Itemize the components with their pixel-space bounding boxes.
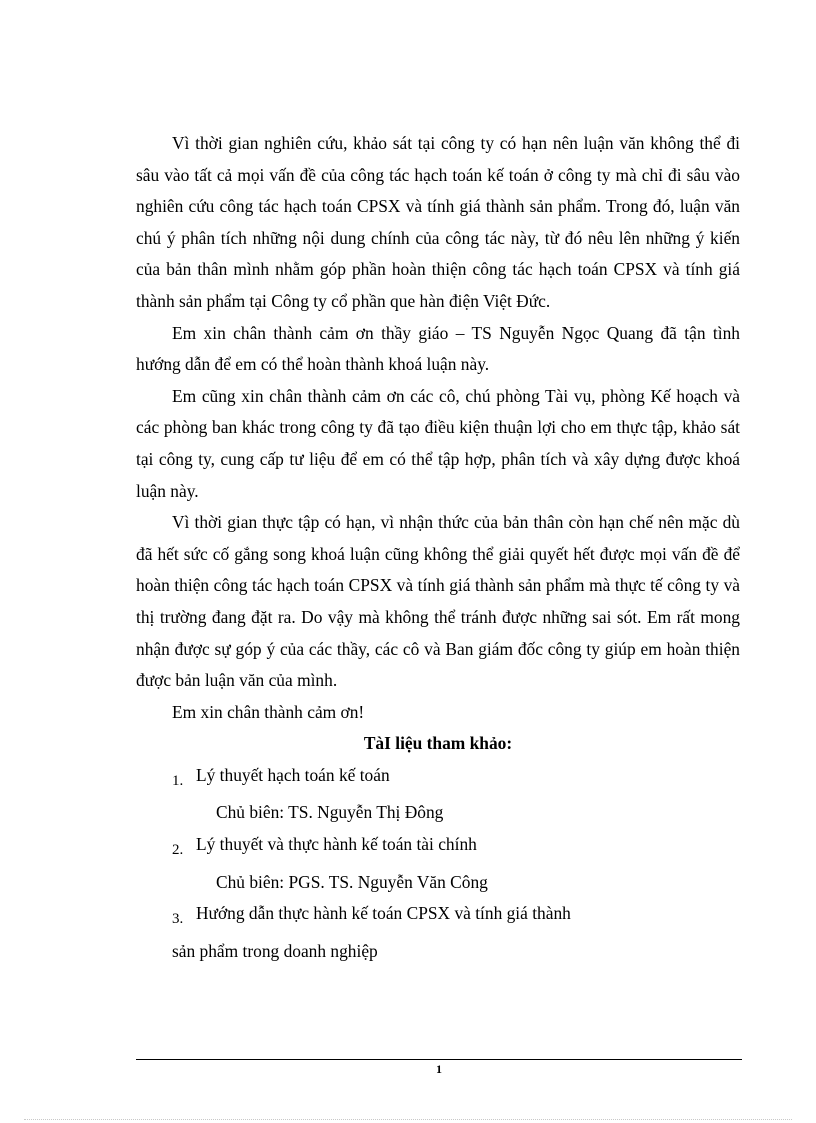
reference-item [136, 760, 740, 829]
page-number: 1 [436, 1062, 442, 1076]
reference-title-continuation: sản phẩm trong doanh nghiệp [172, 940, 378, 961]
paragraph-limitations: Vì thời gian thực tập có hạn, vì nhận thức của bản thân còn hạn chế nên mặc dù đã hết sức cố gắng song khoá luận cũng không thể giải quyết hết được mọi vấn đề để hoàn thiện công tác hạch toán CPSX và tính giá thành sản phẩm mà thực tế công ty và thị trường đang đặt ra. Do vậy mà không thể tránh được những sai sót. Em rất mong nhận được sự góp ý của các thầy, các cô và Ban giám đốc công ty giúp em hoàn thiện được bản luận văn của mình. [136, 512, 740, 691]
paragraph-closing: Em xin chân thành cảm ơn! [172, 701, 365, 722]
reference-item [136, 829, 740, 898]
reference-item [136, 898, 740, 967]
reference-number: 3. [172, 911, 184, 928]
page-edge-guide [24, 1119, 792, 1120]
reference-title: Lý thuyết hạch toán kế toán [196, 764, 390, 785]
reference-editor: Chủ biên: TS. Nguyễn Thị Đông [216, 802, 444, 823]
reference-editor: Chủ biên: PGS. TS. Nguyễn Văn Công [216, 871, 488, 892]
body-text [136, 128, 740, 967]
footer-divider [136, 1059, 742, 1060]
paragraph-thanks-supervisor: Em xin chân thành cảm ơn thầy giáo – TS Nguyễn Ngọc Quang đã tận tình hướng dẫn để em có thể hoàn thành khoá luận này. [136, 322, 740, 375]
references-heading: TàI liệu tham khảo: [363, 733, 513, 754]
reference-title: Lý thuyết và thực hành kế toán tài chính [196, 834, 477, 855]
paragraph-thanks-company: Em cũng xin chân thành cảm ơn các cô, chú phòng Tài vụ, phòng Kế hoạch và các phòng ban khác trong công ty đã tạo điều kiện thuận lợi cho em thực tập, khảo sát tại công ty, cung cấp tư liệu để em có thể tập hợp, phân tích và xây dựng được khoá luận này. [136, 385, 740, 501]
reference-title: Hướng dẫn thực hành kế toán CPSX và tính giá thành [196, 903, 571, 924]
reference-number: 1. [172, 772, 184, 789]
reference-number: 2. [172, 842, 184, 859]
paragraph-scope: Vì thời gian nghiên cứu, khảo sát tại công ty có hạn nên luận văn không thể đi sâu vào tất cả mọi vấn đề của công tác hạch toán kế toán ở công ty mà chỉ đi sâu vào nghiên cứu công tác hạch toán CPSX và tính giá thành sản phẩm. Trong đó, luận văn chú ý phân tích những nội dung chính của công tác này, từ đó nêu lên những ý kiến của bản thân mình nhằm góp phần hoàn thiện công tác hạch toán CPSX và tính giá thành sản phẩm tại Công ty cổ phần que hàn điện Việt Đức. [136, 133, 740, 311]
